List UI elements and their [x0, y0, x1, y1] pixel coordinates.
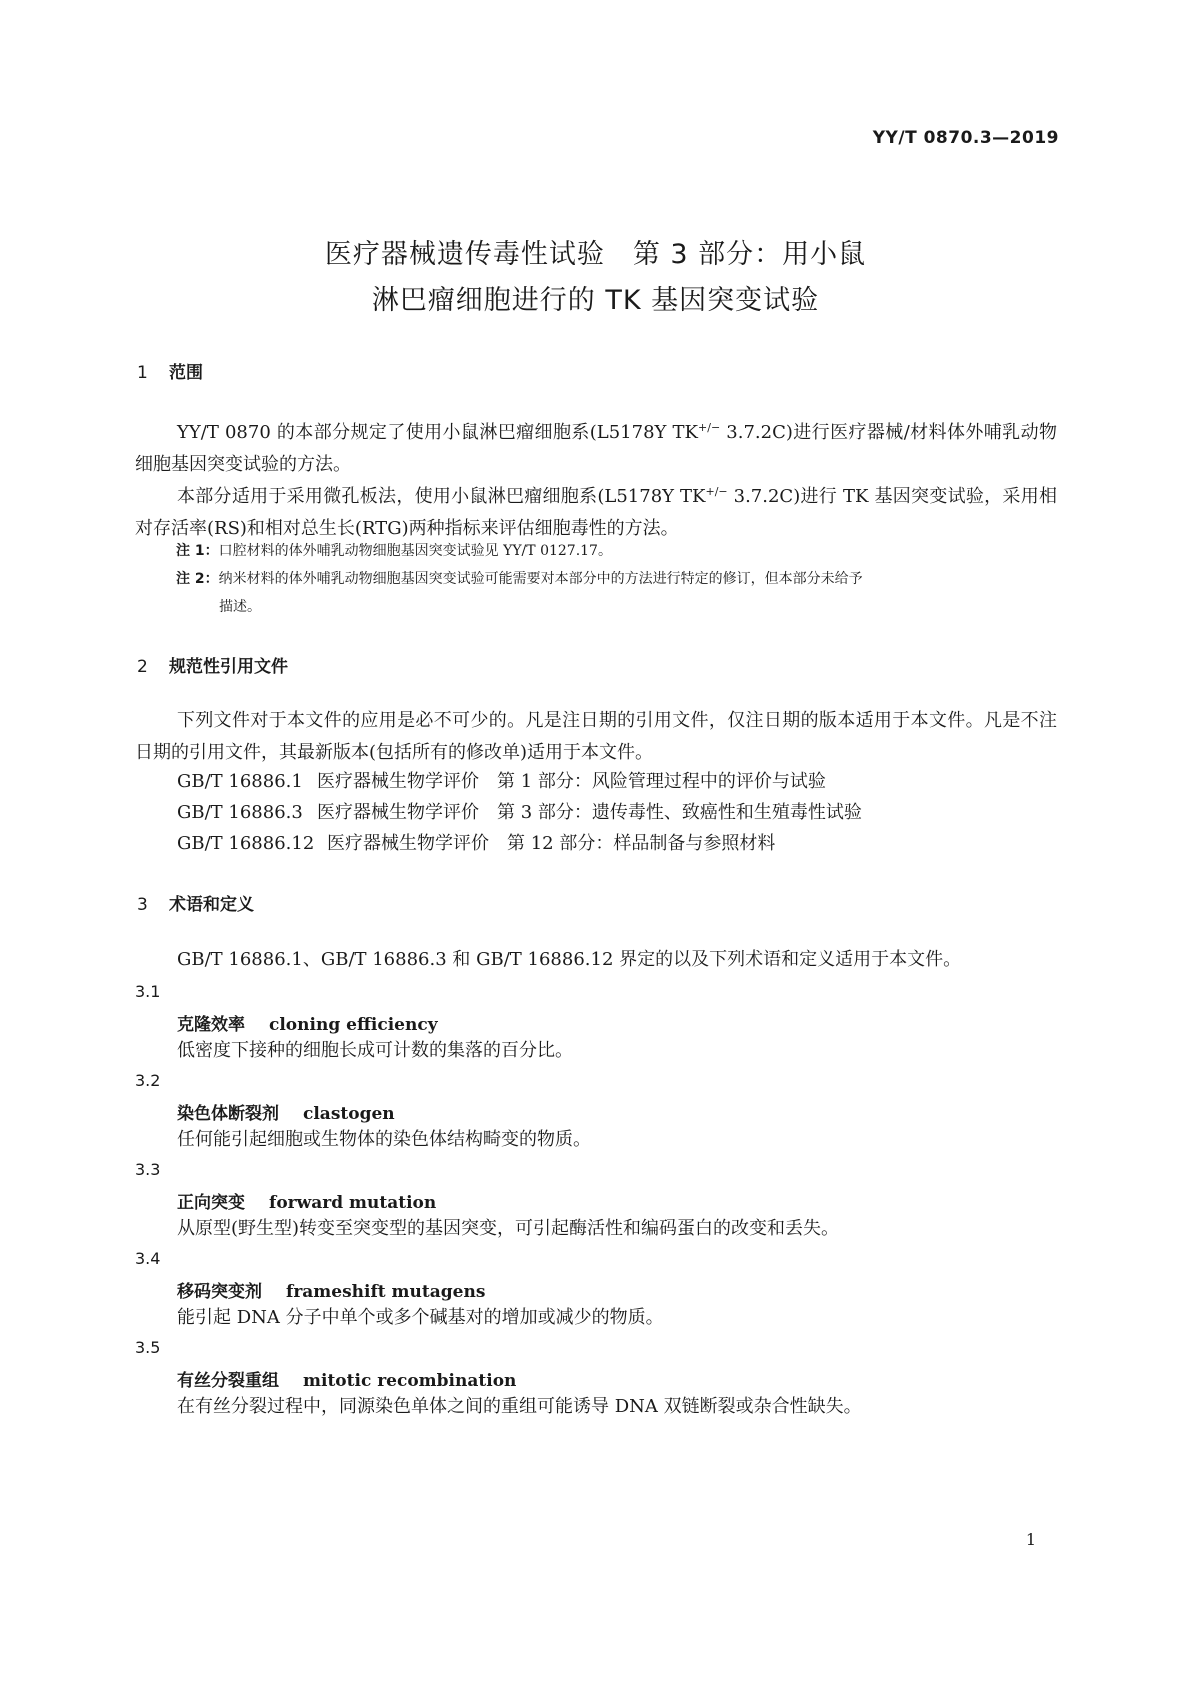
section-title: 术语和定义: [169, 895, 254, 915]
section-1-paragraph-1: YY/T 0870 的本部分规定了使用小鼠淋巴瘤细胞系(L5178Y TK+/− 3.7.2C)进行医疗器械/材料体外哺乳动物细胞基因突变试验的方法。: [135, 421, 1057, 475]
section-2-heading: [137, 652, 288, 677]
term-definition: 低密度下接种的细胞长成可计数的集落的百分比。: [177, 1040, 573, 1061]
term-heading: 有丝分裂重组 mitotic recombination: [177, 1371, 517, 1391]
section-2-intro: 下列文件对于本文件的应用是必不可少的。凡是注日期的引用文件，仅注日期的版本适用于本文件。凡是不注日期的引用文件，其最新版本(包括所有的修改单)适用于本文件。: [135, 710, 1057, 763]
standard-number: YY/T 0870.3—2019: [872, 128, 1059, 148]
term-number: 3.3: [135, 1160, 161, 1179]
section-1-paragraph-2: 本部分适用于采用微孔板法，使用小鼠淋巴瘤细胞系(L5178Y TK+/− 3.7.2C)进行 TK 基因突变试验，采用相对存活率(RS)和相对总生长(RTG)两种指标来评估细胞毒性的方法。: [135, 485, 1057, 539]
note-2: 注 2：纳米材料的体外哺乳动物细胞基因突变试验可能需要对本部分中的方法进行特定的修订，但本部分未给予 描述。: [176, 571, 863, 615]
term-heading: 正向突变 forward mutation: [177, 1193, 437, 1213]
term-definition: 能引起 DNA 分子中单个或多个碱基对的增加或减少的物质。: [177, 1307, 664, 1328]
document-title: [0, 232, 1191, 324]
title-line-2: 淋巴瘤细胞进行的 TK 基因突变试验: [371, 285, 820, 316]
section-title: 范围: [169, 363, 203, 383]
section-3-heading: [137, 890, 254, 915]
section-1-heading: [137, 358, 203, 383]
term-number: 3.4: [135, 1249, 161, 1268]
section-number: 3: [137, 895, 148, 915]
section-number: 2: [137, 657, 148, 677]
title-line-1: 医疗器械遗传毒性试验 第 3 部分：用小鼠: [324, 239, 867, 270]
term-number: 3.5: [135, 1338, 161, 1357]
term-definition: 在有丝分裂过程中，同源染色单体之间的重组可能诱导 DNA 双链断裂或杂合性缺失。: [177, 1396, 862, 1417]
term-heading: 克隆效率 cloning efficiency: [177, 1015, 438, 1035]
note-1: 注 1：口腔材料的体外哺乳动物细胞基因突变试验见 YY/T 0127.17。: [176, 543, 612, 559]
term-definition: 从原型(野生型)转变至突变型的基因突变，可引起酶活性和编码蛋白的改变和丢失。: [177, 1218, 840, 1239]
term-number: 3.1: [135, 982, 161, 1001]
term-number: 3.2: [135, 1071, 161, 1090]
section-number: 1: [137, 363, 148, 383]
term-heading: 染色体断裂剂 clastogen: [177, 1104, 395, 1124]
section-title: 规范性引用文件: [169, 657, 288, 677]
term-definition: 任何能引起细胞或生物体的染色体结构畸变的物质。: [177, 1129, 591, 1150]
section-3-intro: GB/T 16886.1、GB/T 16886.3 和 GB/T 16886.12 界定的以及下列术语和定义适用于本文件。: [177, 949, 962, 970]
normative-reference: GB/T 16886.1 医疗器械生物学评价 第 1 部分：风险管理过程中的评价与试验: [177, 771, 826, 792]
page-number: 1: [1025, 1530, 1036, 1549]
term-heading: 移码突变剂 frameshift mutagens: [177, 1282, 486, 1302]
normative-reference: GB/T 16886.12 医疗器械生物学评价 第 12 部分：样品制备与参照材料: [177, 833, 776, 854]
normative-reference: GB/T 16886.3 医疗器械生物学评价 第 3 部分：遗传毒性、致癌性和生殖毒性试验: [177, 802, 862, 823]
